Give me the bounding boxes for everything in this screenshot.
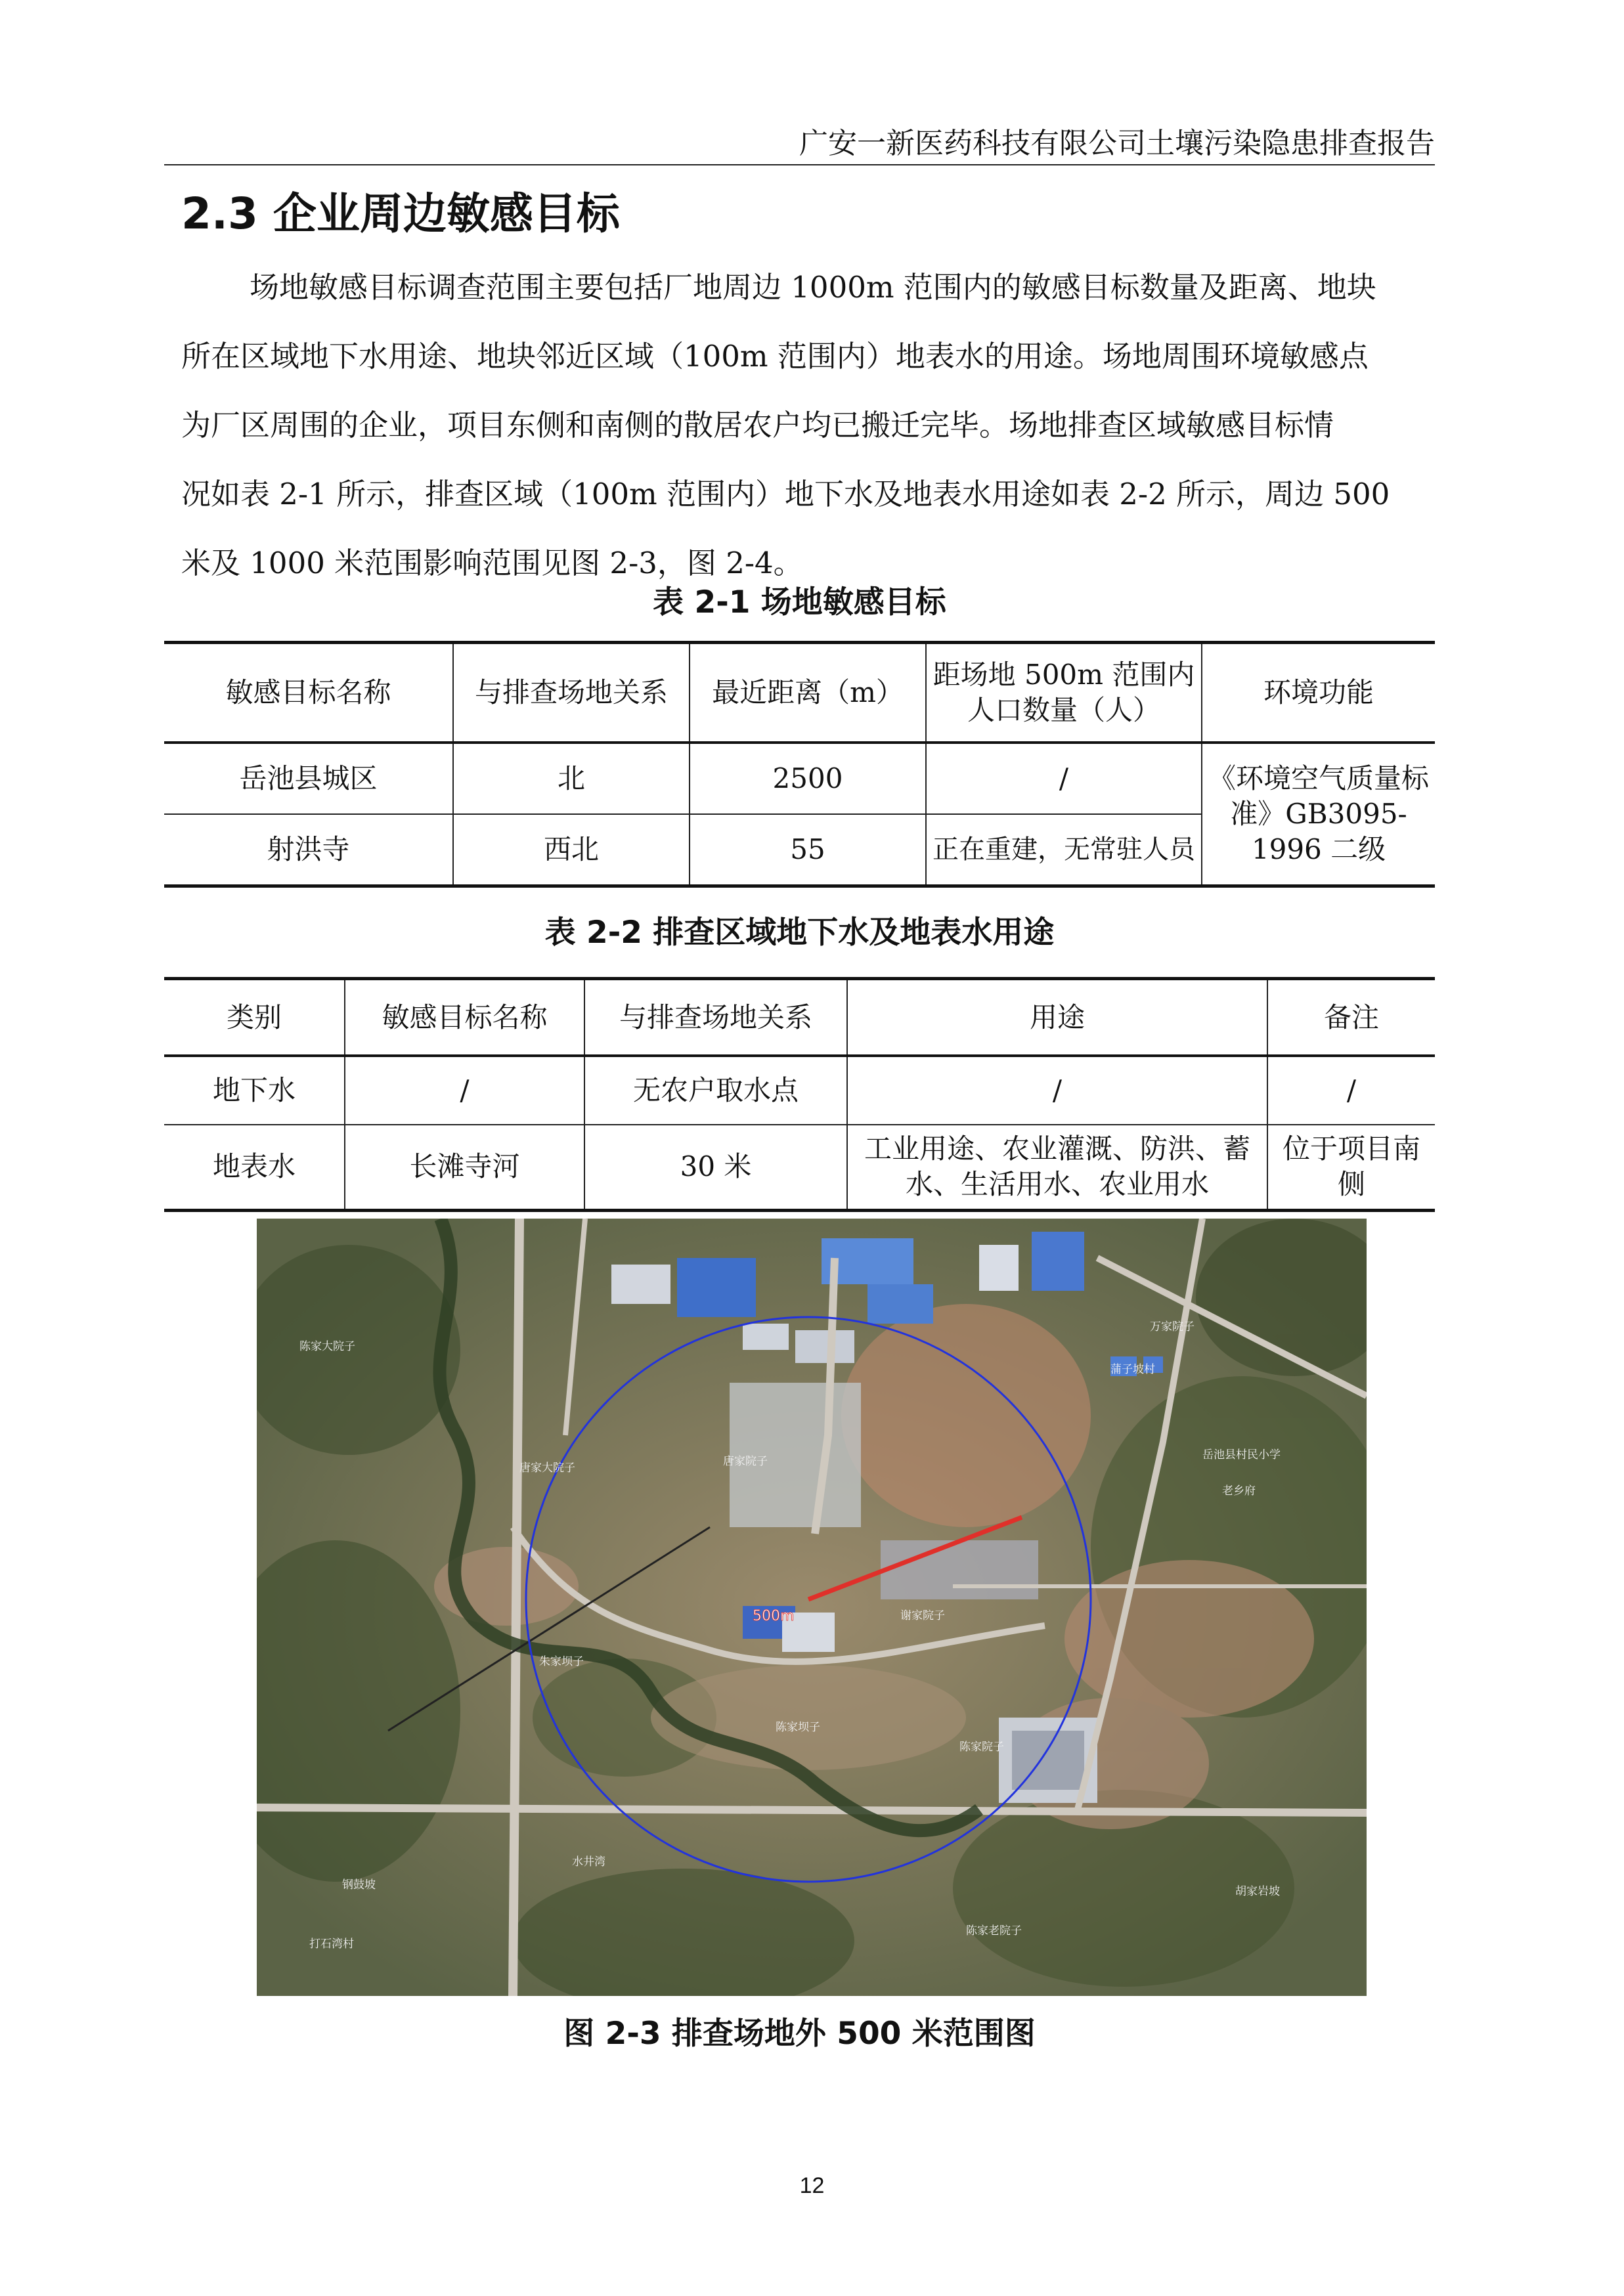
table-row <box>164 743 1435 814</box>
table1-header-cell: 环境功能 <box>1202 644 1435 743</box>
paragraph-line: 米及 1000 米范围影响范围见图 2-3，图 2-4。 <box>181 546 803 580</box>
place-label: 老乡府 <box>1222 1484 1256 1498</box>
table2 <box>164 980 1435 1212</box>
place-label: 唐家大院子 <box>519 1462 575 1475</box>
place-label: 钢鼓坡 <box>342 1878 376 1892</box>
table2-header-cell: 备注 <box>1267 980 1435 1056</box>
table-cell: 西北 <box>453 814 690 886</box>
table-cell: 正在重建，无常驻人员 <box>926 814 1202 886</box>
table1-header-cell: 最近距离（m） <box>690 644 926 743</box>
paragraph-line: 为厂区周围的企业，项目东侧和南侧的散居农户均已搬迁完毕。场地排查区域敏感目标情 <box>181 408 1334 443</box>
table2-header-row <box>164 980 1435 1056</box>
table1-header-row <box>164 644 1435 743</box>
table-cell: 地表水 <box>164 1125 345 1210</box>
table-cell: 岳池县城区 <box>164 743 453 814</box>
table1-header-cell: 敏感目标名称 <box>164 644 453 743</box>
section-title: 2.3 企业周边敏感目标 <box>181 188 620 239</box>
satellite-map-image <box>257 1219 1367 1996</box>
body-paragraph <box>181 253 1429 597</box>
paragraph-line: 场地敏感目标调查范围主要包括厂地周边 1000m 范围内的敏感目标数量及距离、地块 <box>250 270 1376 305</box>
place-label: 陈家大院子 <box>299 1340 355 1353</box>
table2-header-cell: 敏感目标名称 <box>345 980 584 1056</box>
table-cell: 无农户取水点 <box>584 1056 847 1125</box>
table2-caption: 表 2-2 排查区域地下水及地表水用途 <box>544 915 1055 951</box>
header-rule <box>164 164 1435 165</box>
table2-header-cell: 与排查场地关系 <box>584 980 847 1056</box>
table-cell: 位于项目南侧 <box>1267 1125 1435 1210</box>
place-label: 胡家岩坡 <box>1235 1885 1280 1898</box>
satellite-map <box>257 1219 1367 1996</box>
place-label: 水井湾 <box>572 1855 605 1869</box>
table-row <box>164 1125 1435 1210</box>
table-cell: 射洪寺 <box>164 814 453 886</box>
table-cell: 长滩寺河 <box>345 1125 584 1210</box>
place-label: 万家院子 <box>1150 1320 1195 1333</box>
place-label: 打石湾村 <box>309 1938 354 1951</box>
table-row <box>164 1056 1435 1125</box>
table2-header-cell: 用途 <box>847 980 1267 1056</box>
table1-header-cell: 距场地 500m 范围内人口数量（人） <box>926 644 1202 743</box>
table-cell: 地下水 <box>164 1056 345 1125</box>
table1 <box>164 644 1435 888</box>
place-label: 蒲子坡村 <box>1110 1363 1155 1376</box>
table-cell: / <box>345 1056 584 1125</box>
paragraph-line: 所在区域地下水用途、地块邻近区域（100m 范围内）地表水的用途。场地周围环境敏感点 <box>181 339 1369 374</box>
place-label: 岳池县村民小学 <box>1202 1448 1281 1462</box>
table1-caption: 表 2-1 场地敏感目标 <box>653 584 946 620</box>
table-cell: / <box>926 743 1202 814</box>
table-cell: 工业用途、农业灌溉、防洪、蓄水、生活用水、农业用水 <box>847 1125 1267 1210</box>
radius-label: 500m <box>753 1608 795 1624</box>
place-label: 陈家老院子 <box>966 1924 1022 1938</box>
table2-header-cell: 类别 <box>164 980 345 1056</box>
table-cell: 30 米 <box>584 1125 847 1210</box>
table-cell: 北 <box>453 743 690 814</box>
figure-caption: 图 2-3 排查场地外 500 米范围图 <box>563 2016 1036 2052</box>
running-header: 广安一新医药科技有限公司土壤污染隐患排查报告 <box>799 127 1435 160</box>
page-number: 12 <box>799 2173 825 2198</box>
place-label: 陈家院子 <box>959 1741 1004 1754</box>
place-label: 朱家坝子 <box>539 1655 584 1668</box>
table-cell: / <box>847 1056 1267 1125</box>
table1-header-cell: 与排查场地关系 <box>453 644 690 743</box>
paragraph-line: 况如表 2-1 所示，排查区域（100m 范围内）地下水及地表水用途如表 2-2 所示，周边 500 <box>181 477 1390 511</box>
table-cell: 55 <box>690 814 926 886</box>
place-label: 谢家院子 <box>900 1609 945 1622</box>
table-cell: / <box>1267 1056 1435 1125</box>
place-label: 唐家院子 <box>723 1455 768 1468</box>
table-cell-environment-function: 《环境空气质量标准》GB3095-1996 二级 <box>1202 743 1435 886</box>
table-cell: 2500 <box>690 743 926 814</box>
place-label: 陈家坝子 <box>776 1721 820 1734</box>
